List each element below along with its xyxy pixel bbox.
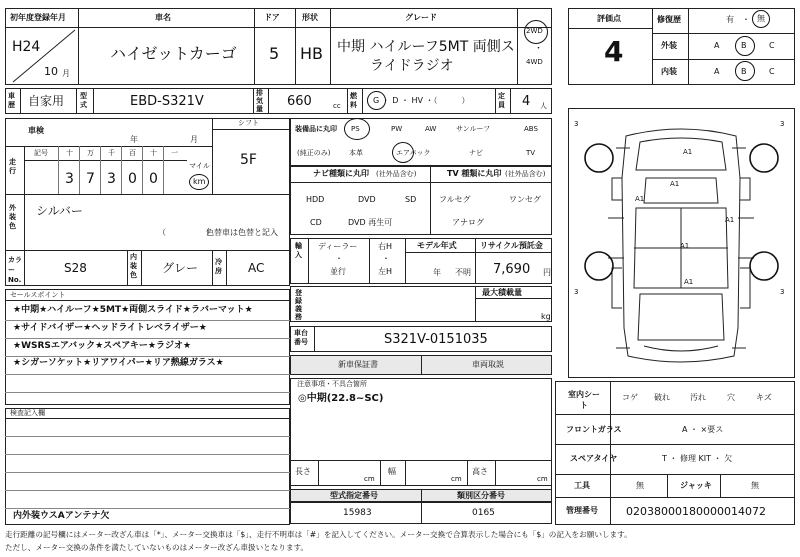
equip-leather: 本革 xyxy=(349,149,363,157)
tv-analog: アナログ xyxy=(452,218,484,227)
inspector-text: 内外装ウスAアンテナ欠 xyxy=(13,511,110,521)
tire-label-fr: 3 xyxy=(780,120,785,128)
color-no-value: S28 xyxy=(64,261,87,275)
model-year-unit: 年 xyxy=(433,268,441,277)
dimensions-frame xyxy=(290,460,552,486)
notes-text: ◎中期(22.8~SC) xyxy=(298,393,384,404)
divider xyxy=(24,146,25,194)
import-left-h: 左H xyxy=(378,267,393,276)
divider xyxy=(475,238,476,284)
damage-mark-4: A1 xyxy=(725,216,735,224)
divider xyxy=(555,414,795,415)
score-value: 4 xyxy=(604,35,624,68)
sheet-stain: 汚れ xyxy=(690,393,706,402)
drive-dot: ・ xyxy=(534,44,544,54)
color-value: シルバー xyxy=(36,204,83,218)
interior-c: C xyxy=(769,67,775,76)
first-reg-era: H24 xyxy=(12,39,41,55)
mileage-prefix-label: 記号 xyxy=(34,149,48,157)
divider xyxy=(720,474,721,497)
divider xyxy=(5,418,290,419)
divider xyxy=(610,381,611,525)
door-count: 5 xyxy=(269,44,280,63)
sales-line-3: ★WSRSエアバック★スペアキー★ラジオ★ xyxy=(13,341,192,351)
equip-aw: AW xyxy=(425,125,437,133)
management-no-value: 02038000180000014072 xyxy=(626,505,766,518)
sheet-scratch: キズ xyxy=(756,393,772,402)
jack-label: ジャッキ xyxy=(680,481,712,490)
navi-sd: SD xyxy=(405,195,417,204)
displacement-value: 660 xyxy=(287,94,312,109)
interior-color-value: グレー xyxy=(162,261,199,275)
digit-header: 十 xyxy=(66,149,73,157)
mileage-digit: 7 xyxy=(86,171,95,187)
damage-mark-1: A1 xyxy=(683,148,693,156)
inspection-year-unit: 年 xyxy=(130,135,138,144)
cc-unit: cc xyxy=(333,102,341,110)
divider xyxy=(295,8,296,85)
max-load-label: 最大積載量 xyxy=(482,288,522,297)
grade-line-1: 中期 ハイルーフ5MT 両側ス xyxy=(337,39,515,55)
tv-sub: (社外品含む) xyxy=(505,170,546,178)
first-reg-month: 10 xyxy=(44,65,58,78)
month-unit: 月 xyxy=(62,69,70,78)
digit-divider xyxy=(100,146,101,194)
divider xyxy=(667,474,668,497)
body-shape: HB xyxy=(300,44,324,63)
tire-label-fl: 3 xyxy=(574,120,579,128)
km-label: km xyxy=(193,177,206,186)
windshield-label: フロントガラス xyxy=(566,425,622,434)
color-note: 色替車は色替と記入 xyxy=(206,228,278,237)
registration-label: 登録義務 xyxy=(295,289,302,321)
exterior-c: C xyxy=(769,41,775,50)
divider xyxy=(405,460,406,486)
mileage-digit: 0 xyxy=(149,171,158,187)
mile-label: マイル xyxy=(189,162,210,170)
divider xyxy=(421,489,422,524)
capacity-label: 定員 xyxy=(498,92,505,109)
divider xyxy=(212,250,213,286)
divider xyxy=(127,250,128,286)
divider xyxy=(555,444,795,445)
divider xyxy=(380,460,381,486)
damage-mark-3: A1 xyxy=(635,195,645,203)
header-divider xyxy=(5,27,552,28)
divider xyxy=(308,238,309,284)
jack-value: 無 xyxy=(751,481,759,490)
aircon-value: AC xyxy=(248,261,265,275)
divider xyxy=(362,88,363,114)
fuel-label: 燃料 xyxy=(350,92,357,109)
divider xyxy=(5,454,290,455)
recycle-value: 7,690 xyxy=(493,262,531,277)
repair-label: 修復歴 xyxy=(657,15,681,24)
divider xyxy=(5,508,290,509)
divider xyxy=(5,320,290,321)
inspection-label: 車検 xyxy=(28,126,44,135)
divider xyxy=(5,300,290,301)
capacity-value: 4 xyxy=(522,94,531,109)
vehicle-manual: 車両取説 xyxy=(472,360,504,369)
divider xyxy=(5,356,290,357)
sheet-hole: 穴 xyxy=(727,393,735,402)
mileage-digit: 3 xyxy=(107,171,116,187)
usage-label: 車歴 xyxy=(8,92,15,109)
equip-sunroof: サンルーフ xyxy=(456,125,491,133)
divider xyxy=(20,88,21,114)
door-label: ドア xyxy=(264,13,280,22)
interior-a: A xyxy=(714,67,720,76)
type-no-label: 型式指定番号 xyxy=(330,491,378,500)
inspection-month-unit: 月 xyxy=(190,135,198,144)
model-year-unknown: 不明 xyxy=(455,268,471,277)
divider xyxy=(78,8,79,85)
divider xyxy=(141,250,142,286)
divider xyxy=(212,129,290,130)
divider xyxy=(76,88,77,114)
sales-line-4: ★シガーソケット★リアワイパー★リア熱線ガラス★ xyxy=(13,358,224,368)
navi-cd: CD xyxy=(310,218,322,227)
interior-sheet-label: 室内シート xyxy=(568,390,600,410)
divider xyxy=(495,460,496,486)
repair-yes: 有 xyxy=(726,15,734,24)
divider xyxy=(5,194,290,195)
divider xyxy=(5,436,290,437)
model-year-label: モデル年式 xyxy=(417,241,457,250)
class-no-label: 類別区分番号 xyxy=(457,491,505,500)
tv-label: TV 種類に丸印 xyxy=(447,169,502,178)
equipment-note: (純正のみ) xyxy=(297,149,331,157)
navi-label: ナビ種類に丸印 xyxy=(313,169,369,178)
divider xyxy=(226,250,227,286)
displacement-label: 排気量 xyxy=(256,89,263,113)
tools-label: 工具 xyxy=(574,481,590,490)
divider xyxy=(555,474,795,475)
tire-label-rr: 3 xyxy=(780,288,785,296)
digit-header: 十 xyxy=(150,149,157,157)
digit-header: 一 xyxy=(171,149,178,157)
car-name-label: 車名 xyxy=(155,13,171,22)
tire-label-rl: 3 xyxy=(574,288,579,296)
inspector-label: 検査記入欄 xyxy=(10,409,45,417)
length-unit: cm xyxy=(364,475,375,483)
digit-divider xyxy=(142,146,143,194)
digit-divider xyxy=(58,146,59,194)
management-no-label: 管理番号 xyxy=(566,506,598,515)
divider xyxy=(555,497,795,498)
divider xyxy=(430,166,431,235)
recycle-label: リサイクル預託金 xyxy=(480,241,543,250)
tools-value: 無 xyxy=(636,481,644,490)
exterior-label: 外装 xyxy=(661,41,677,50)
digit-divider xyxy=(79,146,80,194)
divider xyxy=(318,460,319,486)
exterior-b: B xyxy=(741,41,747,50)
text: ・ xyxy=(742,15,750,24)
width-label: 幅 xyxy=(388,467,396,476)
model-label: 型式 xyxy=(80,92,87,109)
fuel-options: G ・ D ・ HV ・（ ） xyxy=(373,96,470,105)
aircon-label: 冷房 xyxy=(215,258,222,275)
length-label: 長さ xyxy=(295,467,311,476)
drive-2wd: 2WD xyxy=(526,27,543,35)
equip-pw: PW xyxy=(391,125,403,133)
sheet-burn: コゲ xyxy=(622,393,638,402)
import-dot-2: ・ xyxy=(382,254,390,263)
divider xyxy=(5,490,290,491)
divider xyxy=(24,194,25,250)
interior-color-label: 内装色 xyxy=(130,253,137,279)
divider xyxy=(421,355,422,375)
divider xyxy=(330,8,331,85)
equip-tv: TV xyxy=(526,149,536,157)
score-label: 評価点 xyxy=(597,14,621,23)
new-car-warranty: 新車保証書 xyxy=(338,360,378,369)
divider xyxy=(254,8,255,85)
divider xyxy=(253,88,254,114)
damage-mark-5: A1 xyxy=(680,242,690,250)
divider xyxy=(405,238,406,284)
mileage-label: 走行 xyxy=(9,158,16,175)
divider xyxy=(369,238,370,284)
sales-line-1: ★中期★ハイルーフ★5MT★両側スライド★ラバーマット★ xyxy=(13,305,253,315)
spare-tire-label: スペアタイヤ xyxy=(570,454,618,463)
repair-no: 無 xyxy=(757,14,765,23)
damage-mark-6: A1 xyxy=(684,278,694,286)
divider xyxy=(268,88,269,114)
footer-note-1: 走行距離の記号欄にはメーター改ざん車は「*」、メーター交換車は「$」、走行不明車は「#」を記入してください。メーター交換で合算表示した場合にも「$」の記入をお願いします。 xyxy=(5,530,632,539)
divider xyxy=(24,250,25,286)
exterior-a: A xyxy=(714,41,720,50)
navi-hdd: HDD xyxy=(306,195,325,204)
divider xyxy=(5,472,290,473)
drive-4wd: 4WD xyxy=(526,58,543,66)
digit-header: 百 xyxy=(129,149,136,157)
import-parallel: 並行 xyxy=(330,267,346,276)
spare-tire-value: T ・ 修理 KIT ・ 欠 xyxy=(662,454,733,463)
import-dot: ・ xyxy=(335,254,343,263)
divider xyxy=(93,88,94,114)
height-unit: cm xyxy=(537,475,548,483)
width-unit: cm xyxy=(451,475,462,483)
tv-fullseg: フルセグ xyxy=(439,195,471,204)
divider xyxy=(475,298,552,299)
divider xyxy=(495,88,496,114)
import-dealer: ディーラー xyxy=(318,242,358,251)
divider xyxy=(5,392,290,393)
grade-label: グレード xyxy=(405,13,437,22)
divider xyxy=(568,28,652,29)
divider xyxy=(290,182,552,183)
digit-header: 万 xyxy=(87,149,94,157)
windshield-value: A ・ ×要ス xyxy=(682,425,724,434)
vin-label: 車台番号 xyxy=(294,329,308,346)
person-unit: 人 xyxy=(540,102,547,110)
shift-label: シフト xyxy=(238,119,259,127)
interior-b: B xyxy=(741,67,747,76)
divider xyxy=(5,250,290,251)
navi-dvd-play: DVD 再生可 xyxy=(348,218,393,227)
divider xyxy=(467,460,468,486)
divider xyxy=(405,252,552,253)
color-label: 外装色 xyxy=(9,204,16,230)
kg-unit: kg xyxy=(541,312,551,321)
shift-value: 5F xyxy=(240,152,257,168)
import-right-h: 右H xyxy=(378,242,393,251)
divider xyxy=(517,8,518,85)
navi-dvd: DVD xyxy=(358,195,376,204)
tv-oneseg: ワンセグ xyxy=(509,195,541,204)
notes-label: 注意事項・不具合箇所 xyxy=(297,380,367,388)
type-no-value: 15983 xyxy=(343,508,372,518)
digit-divider xyxy=(121,146,122,194)
divider xyxy=(5,146,212,147)
divider xyxy=(475,286,476,322)
divider xyxy=(5,374,290,375)
import-label: 輸入 xyxy=(295,242,302,259)
usage-value: 自家用 xyxy=(28,94,65,108)
yen-unit: 円 xyxy=(543,268,551,277)
divider xyxy=(5,338,290,339)
equipment-label: 装備品に丸印 xyxy=(295,125,337,133)
divider xyxy=(510,88,511,114)
class-no-value: 0165 xyxy=(472,508,495,518)
digit-divider xyxy=(163,146,164,194)
sheet-tear: 破れ xyxy=(654,393,670,402)
equip-ps: PS xyxy=(351,125,360,133)
color-no-label: カラーNo. xyxy=(8,256,22,284)
sales-label: セールスポイント xyxy=(10,291,66,299)
first-reg-label: 初年度登録年月 xyxy=(10,13,66,22)
equip-airbag: エアバック xyxy=(396,149,431,157)
sales-line-2: ★サイドバイザー★ヘッドライトレベライザー★ xyxy=(13,323,207,333)
equip-abs: ABS xyxy=(524,125,538,133)
model-value: EBD-S321V xyxy=(130,94,204,109)
damage-mark-2: A1 xyxy=(670,180,680,188)
shape-label: 形状 xyxy=(302,13,318,22)
navi-sub: (社外品含む) xyxy=(376,170,417,178)
grade-line-2: ライドラジオ xyxy=(370,58,454,74)
height-label: 高さ xyxy=(472,467,488,476)
interior-label: 内装 xyxy=(661,67,677,76)
divider xyxy=(652,33,795,34)
mileage-digit: 0 xyxy=(128,171,137,187)
divider xyxy=(347,88,348,114)
color-paren: （ ） xyxy=(158,228,214,237)
divider xyxy=(314,326,315,352)
divider xyxy=(652,59,795,60)
mileage-digit: 3 xyxy=(65,171,74,187)
divider xyxy=(688,8,689,85)
footer-note-2: ただし、メーター交換の条件を満たしていないものはメーター改ざん車扱いとなります。 xyxy=(5,543,309,552)
car-name: ハイゼットカーゴ xyxy=(110,44,237,63)
divider xyxy=(652,8,653,85)
digit-header: 千 xyxy=(108,149,115,157)
equip-navi: ナビ xyxy=(469,149,483,157)
vin-value: S321V-0151035 xyxy=(384,332,488,347)
